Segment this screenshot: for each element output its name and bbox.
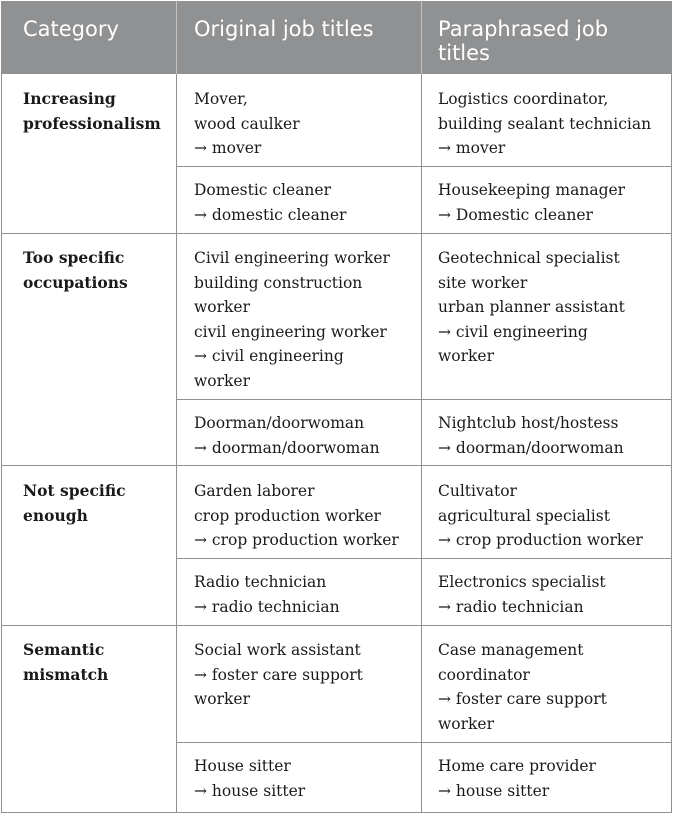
category-line: Semantic: [23, 640, 105, 659]
cell-line: → foster care support: [438, 690, 607, 708]
paraphrased-title-cell: [438, 87, 651, 161]
paraphrased-title-cell: [438, 178, 625, 227]
cell-line: Nightclub host/hostess: [438, 414, 619, 432]
original-title-cell: [194, 87, 300, 161]
cell-line: → civil engineering: [438, 322, 588, 341]
table-border-right: [671, 74, 672, 813]
original-title-cell: [194, 246, 390, 393]
column-divider: [176, 74, 177, 813]
cell-line: → Domestic cleaner: [438, 205, 593, 224]
category-line: Too specific: [23, 248, 125, 267]
paraphrased-title-cell: [438, 246, 625, 369]
cell-line: Radio technician: [194, 573, 327, 591]
row-divider: [176, 742, 672, 743]
cell-line: worker: [438, 714, 494, 733]
category-line: Not specific: [23, 481, 126, 500]
cell-line: site worker: [438, 273, 528, 292]
header-divider: [176, 1, 177, 74]
column-divider: [421, 74, 422, 813]
cell-line: building construction: [194, 273, 363, 292]
cell-line: House sitter: [194, 757, 291, 775]
cell-line: → crop production worker: [438, 531, 643, 549]
cell-line: Domestic cleaner: [194, 181, 331, 199]
cell-line: Logistics coordinator,: [438, 90, 609, 108]
cell-line: Mover,: [194, 90, 248, 108]
category-line: enough: [23, 505, 88, 525]
cell-line: → mover: [438, 139, 506, 157]
cell-line: Geotechnical specialist: [438, 249, 620, 267]
row-divider: [176, 399, 672, 400]
group-divider: [1, 625, 672, 626]
cell-line: worker: [194, 690, 250, 708]
cell-line: → domestic cleaner: [194, 205, 347, 224]
paraphrased-title-cell: [438, 479, 643, 553]
cell-line: Housekeeping manager: [438, 181, 626, 199]
job-titles-table: [1, 1, 672, 813]
category-line: mismatch: [23, 664, 109, 684]
cell-line: → civil engineering: [194, 347, 344, 365]
cell-line: crop production worker: [194, 506, 381, 525]
cell-line: worker: [194, 298, 250, 316]
table-border-left: [1, 74, 2, 813]
header-paraphrased-line: Paraphrased job: [438, 17, 609, 41]
original-title-cell: [194, 754, 305, 803]
cell-line: civil engineering worker: [194, 322, 387, 341]
row-divider: [176, 558, 672, 559]
row-divider: [176, 166, 672, 167]
cell-line: → radio technician: [194, 597, 340, 616]
category-line: professionalism: [23, 113, 161, 133]
paraphrased-title-cell: [438, 570, 606, 619]
cell-line: Home care provider: [438, 757, 596, 775]
cell-line: agricultural specialist: [438, 506, 610, 525]
group-divider: [1, 465, 672, 466]
cell-line: worker: [438, 347, 494, 365]
cell-line: Case management: [438, 641, 584, 659]
cell-line: → doorman/doorwoman: [438, 438, 624, 457]
cell-line: Social work assistant: [194, 641, 361, 659]
category-cell: [23, 246, 173, 295]
cell-line: Cultivator: [438, 482, 517, 500]
header-paraphrased-line: titles: [438, 41, 490, 65]
cell-line: → foster care support: [194, 665, 363, 684]
cell-line: → mover: [194, 139, 262, 157]
paraphrased-title-cell: [438, 638, 607, 736]
table-border-bottom: [1, 812, 672, 813]
cell-line: → crop production worker: [194, 531, 399, 549]
original-title-cell: [194, 638, 363, 712]
cell-line: coordinator: [438, 665, 530, 684]
paraphrased-title-cell: [438, 754, 596, 803]
original-title-cell: [194, 570, 340, 619]
cell-line: → house sitter: [194, 781, 306, 800]
category-line: occupations: [23, 272, 128, 292]
category-line: Increasing: [23, 89, 116, 108]
cell-line: Electronics specialist: [438, 573, 606, 591]
cell-line: urban planner assistant: [438, 298, 625, 316]
category-cell: [23, 87, 173, 136]
cell-line: wood caulker: [194, 114, 300, 133]
cell-line: Civil engineering worker: [194, 249, 390, 267]
header-divider: [421, 1, 422, 74]
cell-line: worker: [194, 371, 250, 390]
paraphrased-title-cell: [438, 411, 624, 460]
original-title-cell: [194, 411, 380, 460]
header-original: Original job titles: [194, 17, 374, 41]
cell-line: building sealant technician: [438, 114, 652, 133]
original-title-cell: [194, 479, 399, 553]
cell-line: Garden laborer: [194, 482, 315, 500]
original-title-cell: [194, 178, 346, 227]
category-cell: [23, 479, 173, 528]
cell-line: → radio technician: [438, 597, 584, 616]
header-paraphrased: [438, 1, 668, 74]
cell-line: → doorman/doorwoman: [194, 438, 380, 457]
group-divider: [1, 233, 672, 234]
category-cell: [23, 638, 173, 687]
cell-line: → house sitter: [438, 781, 550, 800]
cell-line: Doorman/doorwoman: [194, 414, 365, 432]
header-category: Category: [23, 17, 119, 41]
